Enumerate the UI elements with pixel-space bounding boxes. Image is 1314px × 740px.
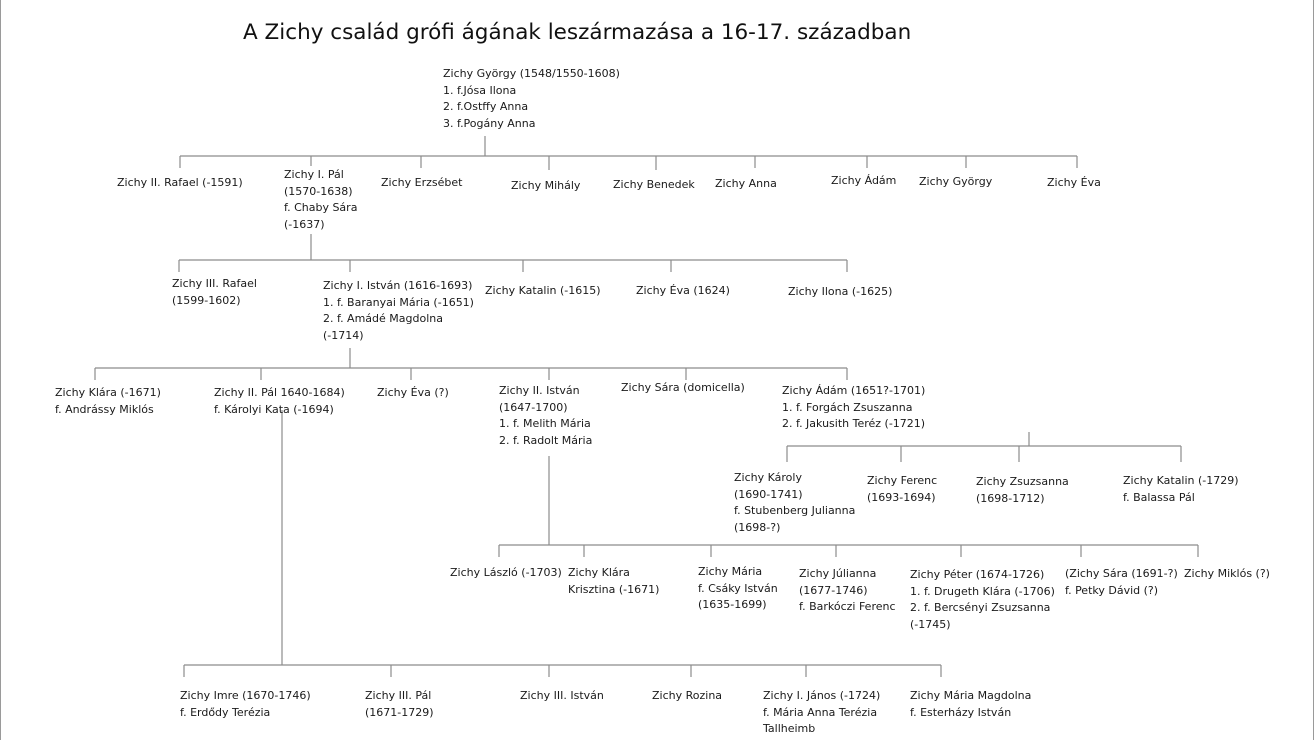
person-rozina-line: Zichy Rozina xyxy=(652,689,723,702)
person-istvan-i-line: (-1714) xyxy=(323,328,364,342)
person-zsuzsanna xyxy=(976,474,1069,507)
person-julianna-line: Zichy Júlianna xyxy=(799,567,877,580)
person-erzsebet-line: Zichy Erzsébet xyxy=(381,176,463,189)
person-gyorgy-line: 3. f.Pogány Anna xyxy=(443,116,536,130)
person-mihaly xyxy=(511,178,580,195)
person-adam-2-line: Zichy Ádám (1651?-1701) xyxy=(782,384,926,397)
person-pal-ii xyxy=(214,385,345,418)
person-anna xyxy=(715,176,777,193)
person-maria xyxy=(698,564,778,614)
person-maria-magdolna xyxy=(910,688,1031,721)
person-ilona xyxy=(788,284,892,301)
person-rafael-ii-line: Zichy II. Rafael (-1591) xyxy=(117,176,243,189)
person-katalin-2 xyxy=(1123,473,1239,506)
person-peter-line: 2. f. Bercsényi Zsuzsanna xyxy=(910,601,1051,614)
person-sara-2 xyxy=(1065,566,1178,599)
person-adam-1 xyxy=(831,173,896,190)
person-imre-line: f. Erdődy Terézia xyxy=(180,705,271,719)
person-janos-i xyxy=(763,688,880,738)
person-karoly-line: (1698-?) xyxy=(734,520,781,534)
person-eva-2-line: Zichy Éva (1624) xyxy=(636,284,730,297)
person-janos-i-line: Zichy I. János (-1724) xyxy=(763,689,881,702)
person-julianna-line: (1677-1746) xyxy=(799,583,868,597)
person-pal-iii-line: (1671-1729) xyxy=(365,705,434,719)
person-ferenc-line: (1693-1694) xyxy=(867,490,936,504)
person-ilona-line: Zichy Ilona (-1625) xyxy=(788,285,893,298)
person-zsuzsanna-line: Zichy Zsuzsanna xyxy=(976,475,1069,488)
person-klara-krisztina-line: Zichy Klára xyxy=(568,566,630,579)
person-zsuzsanna-line: (1698-1712) xyxy=(976,491,1045,505)
person-erzsebet xyxy=(381,175,462,192)
person-imre-line: Zichy Imre (1670-1746) xyxy=(180,689,311,702)
person-rozina xyxy=(652,688,722,705)
person-eva-1 xyxy=(1047,175,1101,192)
person-katalin-1 xyxy=(485,283,601,300)
person-mihaly-line: Zichy Mihály xyxy=(511,179,581,192)
person-rafael-iii-line: (1599-1602) xyxy=(172,293,241,307)
person-ferenc xyxy=(867,473,937,506)
person-katalin-2-line: f. Balassa Pál xyxy=(1123,490,1195,504)
person-eva-2 xyxy=(636,283,730,300)
person-gyorgy-line: Zichy György (1548/1550-1608) xyxy=(443,67,620,80)
person-gyorgy-2 xyxy=(919,174,992,191)
person-istvan-ii-line: 1. f. Melith Mária xyxy=(499,417,591,430)
person-istvan-ii-line: (1647-1700) xyxy=(499,400,568,414)
person-rafael-iii-line: Zichy III. Rafael xyxy=(172,277,257,290)
person-karoly-line: Zichy Károly xyxy=(734,471,802,484)
person-pal-i-line: (-1637) xyxy=(284,217,325,231)
person-rafael-ii xyxy=(117,175,243,192)
person-pal-i-line: f. Chaby Sára xyxy=(284,201,358,214)
person-pal-ii-line: f. Károlyi Kata (-1694) xyxy=(214,402,334,416)
person-istvan-ii xyxy=(499,383,592,449)
person-maria-line: (1635-1699) xyxy=(698,598,767,611)
person-istvan-i xyxy=(323,278,474,344)
tree-connector-lines xyxy=(1,0,1314,740)
person-maria-line: Zichy Mária xyxy=(698,565,763,578)
person-istvan-ii-line: 2. f. Radolt Mária xyxy=(499,433,593,447)
person-karoly xyxy=(734,470,855,536)
person-benedek-line: Zichy Benedek xyxy=(613,178,695,191)
person-miklos-line: Zichy Miklós (?) xyxy=(1184,567,1270,580)
person-istvan-iii xyxy=(520,688,604,705)
person-gyorgy xyxy=(443,66,620,132)
person-benedek xyxy=(613,177,695,194)
person-peter xyxy=(910,567,1055,633)
person-imre xyxy=(180,688,311,721)
person-eva-1-line: Zichy Éva xyxy=(1047,176,1101,189)
person-istvan-ii-line: Zichy II. István xyxy=(499,384,580,397)
person-laszlo-line: Zichy László (-1703) xyxy=(450,566,562,579)
person-janos-i-line: Tallheimb xyxy=(763,722,816,735)
person-pal-ii-line: Zichy II. Pál 1640-1684) xyxy=(214,386,345,399)
person-adam-2-line: 2. f. Jakusith Teréz (-1721) xyxy=(782,417,926,430)
person-janos-i-line: f. Mária Anna Terézia xyxy=(763,705,878,719)
person-ferenc-line: Zichy Ferenc xyxy=(867,474,938,487)
person-laszlo xyxy=(450,565,562,582)
person-anna-line: Zichy Anna xyxy=(715,177,777,190)
person-istvan-iii-line: Zichy III. István xyxy=(520,689,604,702)
person-eva-3-line: Zichy Éva (?) xyxy=(377,386,449,399)
person-sara-2-line: f. Petky Dávid (?) xyxy=(1065,583,1159,597)
person-katalin-1-line: Zichy Katalin (-1615) xyxy=(485,284,601,297)
person-adam-1-line: Zichy Ádám xyxy=(831,174,897,187)
person-pal-iii xyxy=(365,688,434,721)
person-miklos xyxy=(1184,566,1270,583)
person-maria-magdolna-line: f. Esterházy István xyxy=(910,705,1012,719)
person-istvan-i-line: 1. f. Baranyai Mária (-1651) xyxy=(323,295,474,309)
person-gyorgy-2-line: Zichy György xyxy=(919,175,993,188)
person-maria-magdolna-line: Zichy Mária Magdolna xyxy=(910,689,1032,702)
person-maria-line: f. Csáky István xyxy=(698,581,778,595)
person-klara-krisztina-line: Krisztina (-1671) xyxy=(568,582,660,596)
person-julianna xyxy=(799,566,896,616)
person-gyorgy-line: 1. f.Jósa Ilona xyxy=(443,83,517,97)
person-eva-3 xyxy=(377,385,449,402)
person-julianna-line: f. Barkóczi Ferenc xyxy=(799,600,896,613)
person-istvan-i-line: Zichy I. István (1616-1693) xyxy=(323,279,473,292)
person-istvan-i-line: 2. f. Amádé Magdolna xyxy=(323,312,443,325)
person-katalin-2-line: Zichy Katalin (-1729) xyxy=(1123,474,1239,487)
person-pal-i-line: (1570-1638) xyxy=(284,184,353,198)
person-pal-i-line: Zichy I. Pál xyxy=(284,168,344,181)
person-peter-line: Zichy Péter (1674-1726) xyxy=(910,568,1045,581)
person-sara-2-line: (Zichy Sára (1691-?) xyxy=(1065,567,1178,580)
person-sara-1 xyxy=(621,380,745,397)
person-adam-2-line: 1. f. Forgách Zsuszanna xyxy=(782,400,913,414)
person-peter-line: 1. f. Drugeth Klára (-1706) xyxy=(910,584,1055,598)
person-pal-i xyxy=(284,167,357,233)
person-karoly-line: (1690-1741) xyxy=(734,487,803,501)
person-sara-1-line: Zichy Sára (domicella) xyxy=(621,381,745,394)
person-peter-line: (-1745) xyxy=(910,617,951,631)
person-pal-iii-line: Zichy III. Pál xyxy=(365,689,432,702)
person-adam-2 xyxy=(782,383,925,433)
person-rafael-iii xyxy=(172,276,257,309)
person-gyorgy-line: 2. f.Ostffy Anna xyxy=(443,100,529,113)
person-klara-1-line: Zichy Klára (-1671) xyxy=(55,386,161,399)
person-klara-1-line: f. Andrássy Miklós xyxy=(55,402,154,416)
person-klara-1 xyxy=(55,385,161,418)
person-klara-krisztina xyxy=(568,565,659,598)
chart-title: A Zichy család grófi ágának leszármazása a 16-17. században xyxy=(243,20,912,45)
person-karoly-line: f. Stubenberg Julianna xyxy=(734,504,856,517)
